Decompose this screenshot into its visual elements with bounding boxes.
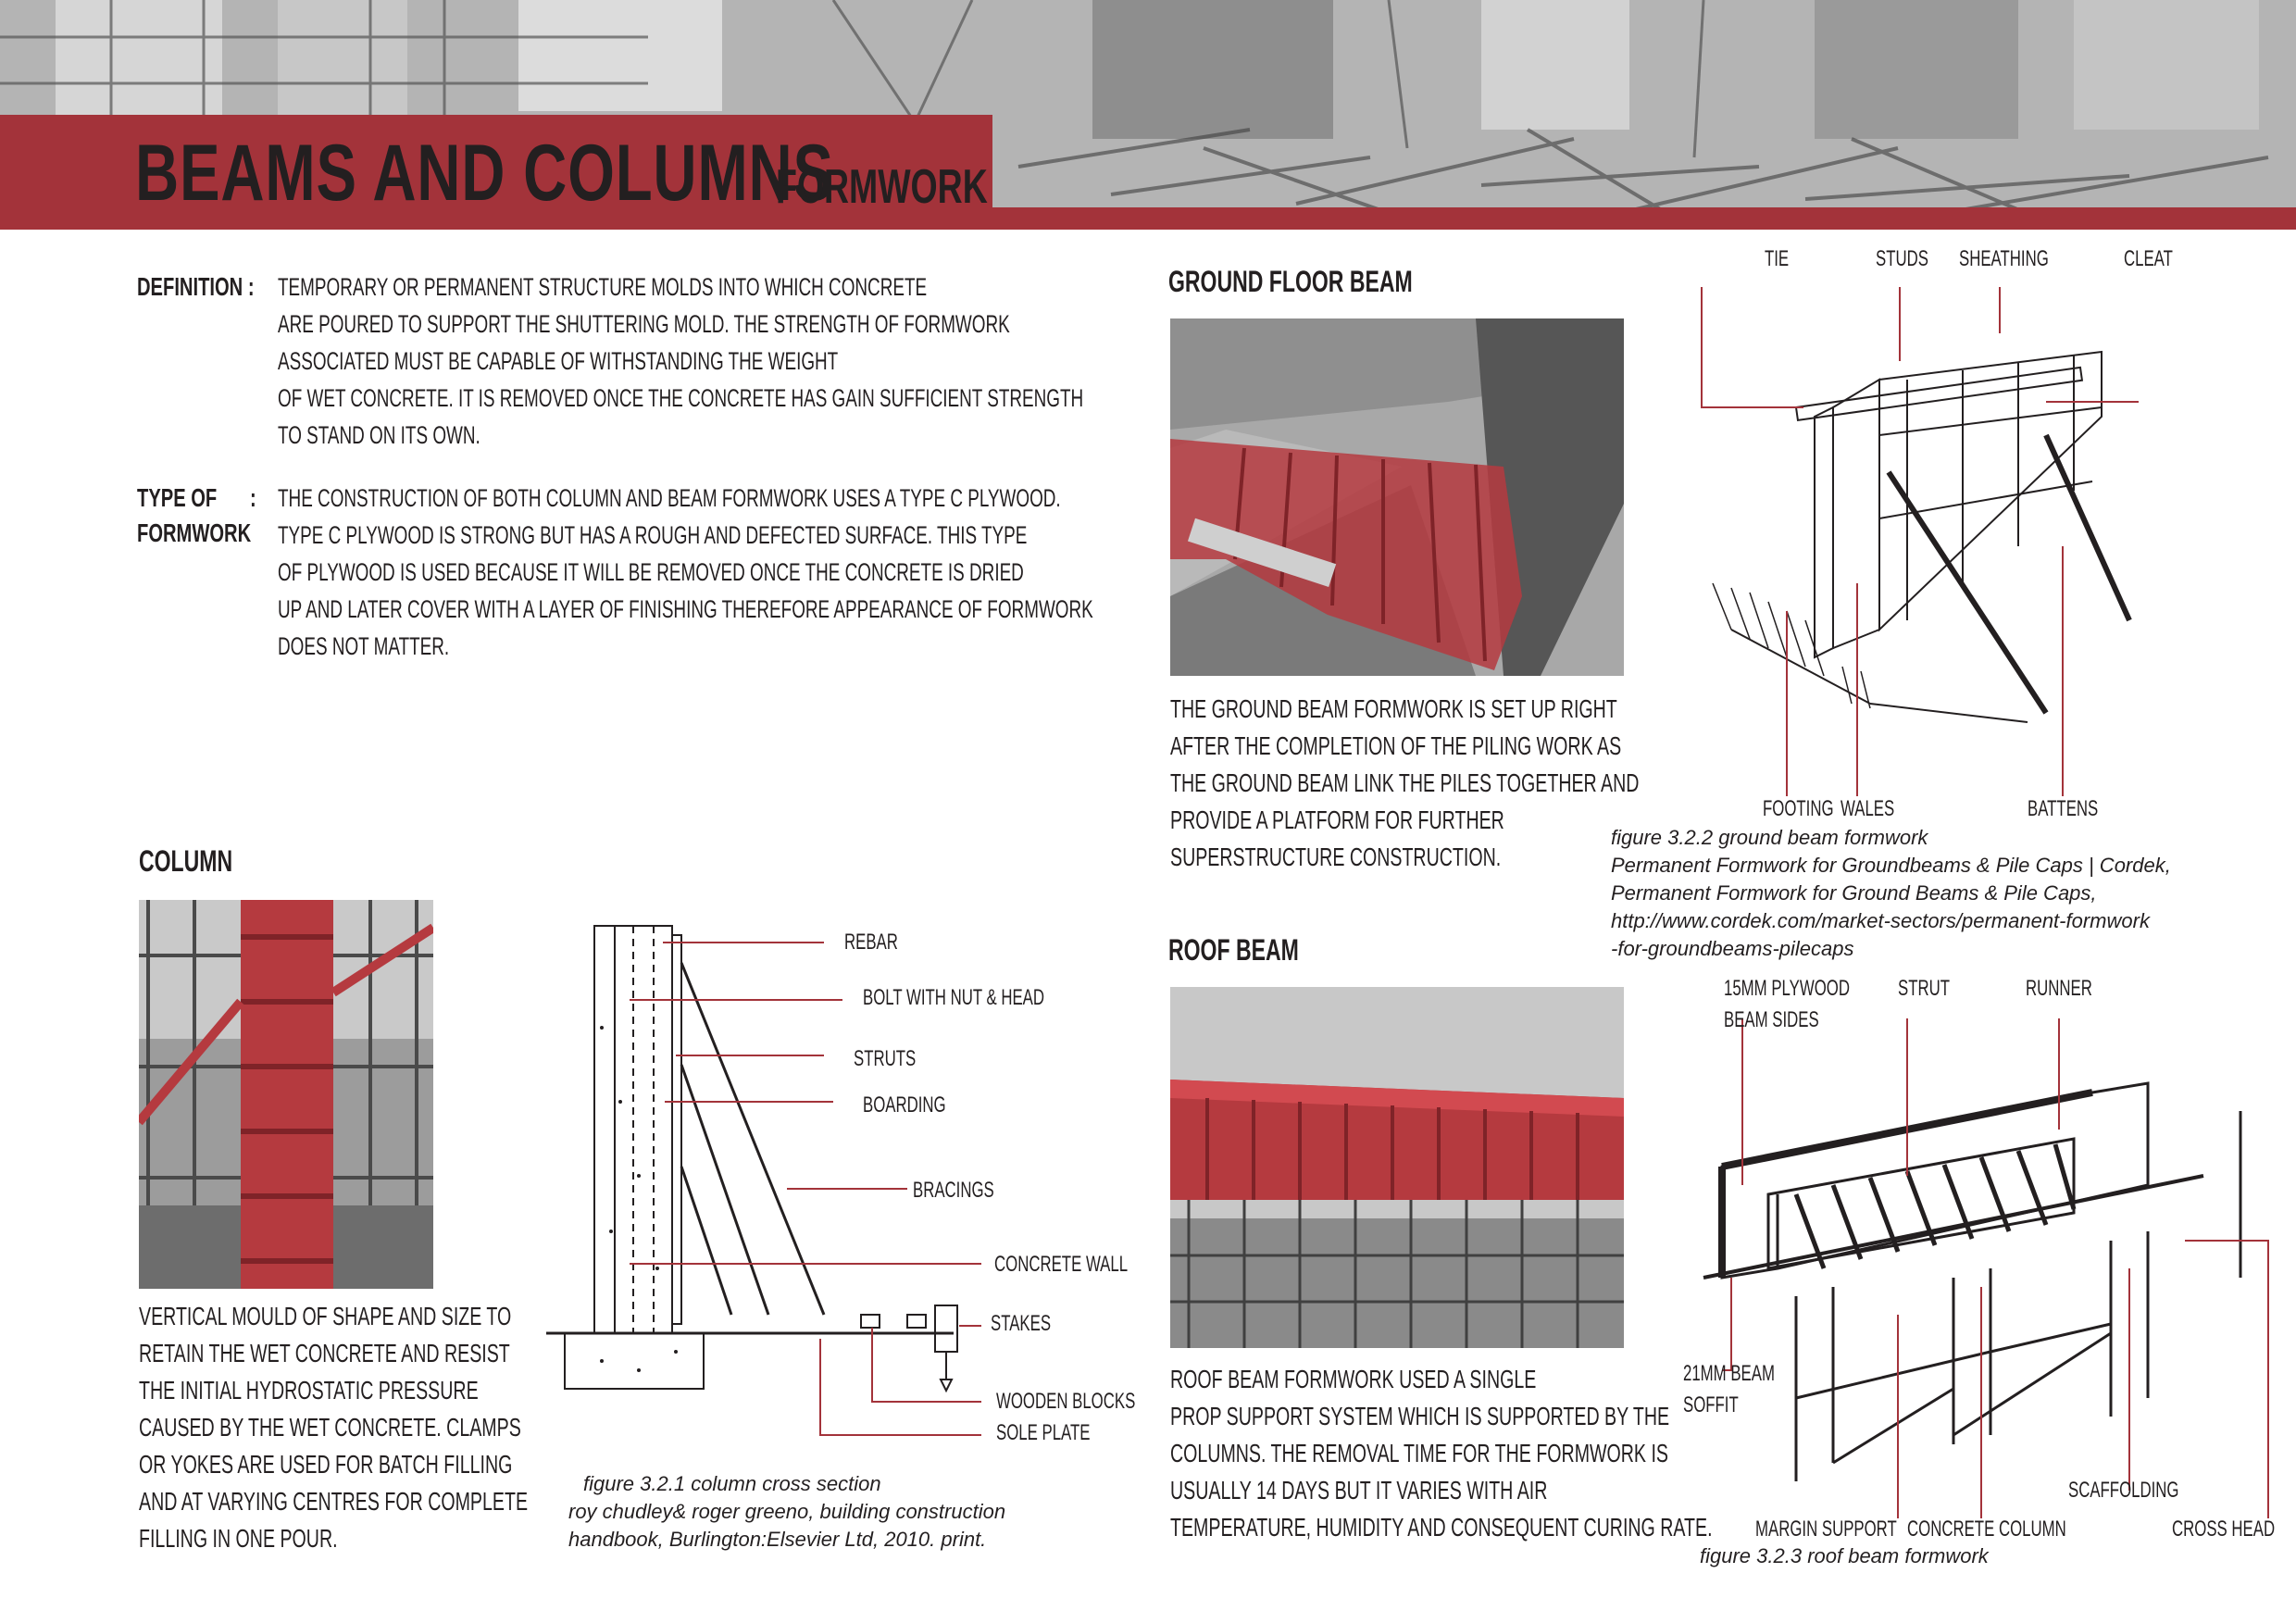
definition-line: TO STAND ON ITS OWN. bbox=[278, 421, 480, 449]
label-concrete-wall: CONCRETE WALL bbox=[994, 1252, 1129, 1277]
type-line: DOES NOT MATTER. bbox=[278, 632, 450, 660]
label-beam-sides: BEAM SIDES bbox=[1724, 1007, 1819, 1032]
ground-beam-description bbox=[1170, 691, 1639, 876]
label-stakes: STAKES bbox=[991, 1311, 1052, 1336]
column-line: OR YOKES ARE USED FOR BATCH FILLING bbox=[139, 1450, 513, 1479]
label-struts: STRUTS bbox=[854, 1046, 917, 1071]
roof-beam-line: PROP SUPPORT SYSTEM WHICH IS SUPPORTED BY THE bbox=[1170, 1402, 1670, 1430]
type-line: UP AND LATER COVER WITH A LAYER OF FINISHING THEREFORE APPEARANCE OF FORMWORK bbox=[278, 595, 1093, 623]
ground-beam-line: PROVIDE A PLATFORM FOR FURTHER bbox=[1170, 805, 1504, 834]
ground-beam-formwork-diagram bbox=[1694, 278, 2139, 796]
label-cleat: CLEAT bbox=[2124, 246, 2173, 271]
type-of-formwork-colon: : bbox=[250, 483, 256, 512]
ground-beam-line: SUPERSTRUCTURE CONSTRUCTION. bbox=[1170, 843, 1502, 871]
label-strut: STRUT bbox=[1898, 976, 1950, 1001]
column-description bbox=[139, 1298, 528, 1557]
type-of-formwork-label-2: FORMWORK bbox=[137, 518, 252, 547]
roof-beam-line: TEMPERATURE, HUMIDITY AND CONSEQUENT CURING RATE. bbox=[1170, 1513, 1713, 1542]
label-studs: STUDS bbox=[1876, 246, 1928, 271]
definition-line: OF WET CONCRETE. IT IS REMOVED ONCE THE CONCRETE HAS GAIN SUFFICIENT STRENGTH bbox=[278, 384, 1084, 412]
caption-ground-beam-source: Permanent Formwork for Groundbeams & Pile Caps | Cordek, bbox=[1611, 854, 2171, 877]
label-scaffolding: SCAFFOLDING bbox=[2068, 1478, 2179, 1503]
type-line: THE CONSTRUCTION OF BOTH COLUMN AND BEAM FORMWORK USES A TYPE C PLYWOOD. bbox=[278, 484, 1061, 512]
roof-beam-line: USUALLY 14 DAYS BUT IT VARIES WITH AIR bbox=[1170, 1476, 1548, 1504]
caption-ground-beam-url-2: -for-groundbeams-pilecaps bbox=[1611, 937, 1854, 960]
label-boarding: BOARDING bbox=[863, 1092, 946, 1117]
caption-column-source: roy chudley& roger greeno, building construction bbox=[568, 1500, 1006, 1523]
ground-floor-beam-heading: GROUND FLOOR BEAM bbox=[1168, 265, 1413, 298]
label-15mm-plywood: 15MM PLYWOOD bbox=[1724, 976, 1850, 1001]
ground-beam-photo bbox=[1170, 318, 1624, 676]
roof-beam-line: ROOF BEAM FORMWORK USED A SINGLE bbox=[1170, 1365, 1537, 1393]
label-footing: FOOTING bbox=[1763, 796, 1834, 821]
ground-beam-line: AFTER THE COMPLETION OF THE PILING WORK AS bbox=[1170, 731, 1622, 760]
caption-column-source-2: handbook, Burlington:Elsevier Ltd, 2010. print. bbox=[568, 1528, 987, 1551]
type-of-formwork-label: TYPE OF bbox=[137, 483, 218, 512]
label-bolt-with-nut-head: BOLT WITH NUT & HEAD bbox=[863, 985, 1045, 1010]
column-line: THE INITIAL HYDROSTATIC PRESSURE bbox=[139, 1376, 479, 1405]
ground-beam-line: THE GROUND BEAM LINK THE PILES TOGETHER AND bbox=[1170, 768, 1640, 797]
label-rebar: REBAR bbox=[844, 930, 898, 955]
label-tie: TIE bbox=[1765, 246, 1790, 271]
ground-beam-line: THE GROUND BEAM FORMWORK IS SET UP RIGHT bbox=[1170, 694, 1617, 723]
label-soffit: SOFFIT bbox=[1683, 1392, 1739, 1417]
type-line: OF PLYWOOD IS USED BECAUSE IT WILL BE REMOVED ONCE THE CONCRETE IS DRIED bbox=[278, 558, 1024, 586]
column-line: RETAIN THE WET CONCRETE AND RESIST bbox=[139, 1339, 510, 1367]
label-cross-head: CROSS HEAD bbox=[2172, 1517, 2276, 1542]
roof-beam-formwork-diagram bbox=[1685, 1000, 2277, 1537]
label-sole-plate: SOLE PLATE bbox=[996, 1420, 1091, 1445]
roof-beam-description bbox=[1170, 1361, 1713, 1546]
page-title: BEAMS AND COLUMNS bbox=[135, 129, 834, 218]
column-line: CAUSED BY THE WET CONCRETE. CLAMPS bbox=[139, 1413, 521, 1442]
definition-line: TEMPORARY OR PERMANENT STRUCTURE MOLDS INTO WHICH CONCRETE bbox=[278, 273, 928, 301]
column-line: VERTICAL MOULD OF SHAPE AND SIZE TO bbox=[139, 1302, 512, 1330]
column-line: AND AT VARYING CENTRES FOR COMPLETE bbox=[139, 1487, 529, 1516]
definition-label: DEFINITION : bbox=[137, 272, 255, 301]
roof-beam-heading: ROOF BEAM bbox=[1168, 933, 1299, 967]
column-heading: COLUMN bbox=[139, 844, 233, 878]
type-line: TYPE C PLYWOOD IS STRONG BUT HAS A ROUGH AND DEFECTED SURFACE. THIS TYPE bbox=[278, 521, 1028, 549]
caption-ground-beam-source-2: Permanent Formwork for Ground Beams & Pile Caps, bbox=[1611, 881, 2097, 905]
label-margin-support: MARGIN SUPPORT bbox=[1755, 1517, 1897, 1542]
caption-ground-beam-url: http://www.cordek.com/market-sectors/permanent-formwork bbox=[1611, 909, 2150, 932]
label-21mm-beam: 21MM BEAM bbox=[1683, 1361, 1775, 1386]
label-wales: WALES bbox=[1841, 796, 1895, 821]
column-line: FILLING IN ONE POUR. bbox=[139, 1524, 338, 1553]
caption-roof-beam: figure 3.2.3 roof beam formwork bbox=[1700, 1544, 1989, 1567]
roof-beam-photo bbox=[1170, 987, 1624, 1348]
caption-column-title: figure 3.2.1 column cross section bbox=[583, 1472, 881, 1495]
column-photo bbox=[139, 900, 433, 1289]
label-bracings: BRACINGS bbox=[913, 1178, 994, 1203]
caption-ground-beam-title: figure 3.2.2 ground beam formwork bbox=[1611, 826, 1928, 849]
label-wooden-blocks: WOODEN BLOCKS bbox=[996, 1389, 1136, 1414]
definition-line: ARE POURED TO SUPPORT THE SHUTTERING MOLD. THE STRENGTH OF FORMWORK bbox=[278, 310, 1010, 338]
label-battens: BATTENS bbox=[2028, 796, 2099, 821]
definition-line: ASSOCIATED MUST BE CAPABLE OF WITHSTANDING THE WEIGHT bbox=[278, 347, 839, 375]
page-subtitle: FORMWORK bbox=[776, 160, 988, 214]
label-concrete-column: CONCRETE COLUMN bbox=[1907, 1517, 2066, 1542]
label-runner: RUNNER bbox=[2026, 976, 2092, 1001]
roof-beam-line: COLUMNS. THE REMOVAL TIME FOR THE FORMWORK IS bbox=[1170, 1439, 1668, 1467]
label-sheathing: SHEATHING bbox=[1959, 246, 2049, 271]
